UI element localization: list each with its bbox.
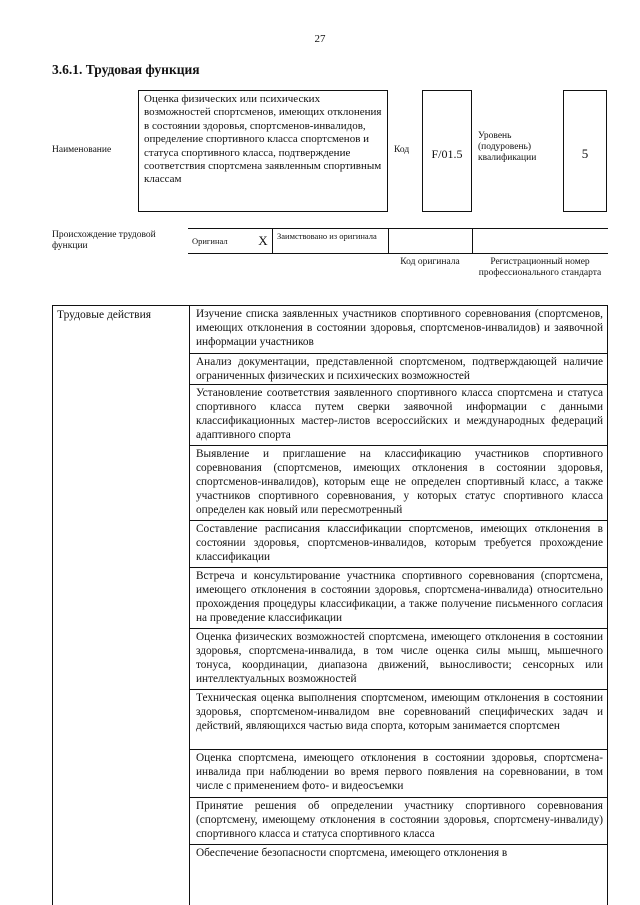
original-mark: X [258, 233, 268, 248]
code-label: Код [394, 145, 410, 155]
table-row: Оценка физических возможностей спортсмена, имеющего отклонения в состоянии здоровья, спортсмена-инвалида, в том числе оценка силы мышц, мышечного тонуса, координации, диапазона движений, выносливости; сенсорных или интеллектуальных возможностей [190, 629, 607, 690]
table-row: Встреча и консультирование участника спортивного соревнования (спортсмена, имеющего отклонения в состоянии здоровья, спортсмена-инвалида) относительно прохождения процедуры классификации, а также получение письменного согласия на проведение классификации [190, 568, 607, 629]
table-row: Анализ документации, представленной спортсменом, подтверждающей наличие ограниченных физических и психических возможностей [190, 354, 607, 385]
original-label: Оригинал [192, 236, 228, 246]
level-label: Уровень (подуровень) квалификации [478, 131, 537, 163]
table-row: Составление расписания классификации спортсменов, имеющих отклонения в состоянии здоровья, спортсменов-инвалидов, которым требуется прохождение классификации [190, 521, 607, 568]
borrowed-label: Заимствовано из оригинала [272, 229, 388, 253]
origin-row [188, 228, 608, 254]
page-number: 27 [314, 33, 326, 45]
reg-number-caption: Регистрационный номер профессионального стандарта [478, 257, 602, 278]
code-original-caption: Код оригинала [400, 257, 460, 267]
table-row: Выявление и приглашение на классификацию участников спортивного соревнования (спортсменов, имеющих отклонения в состоянии здоровья, спортсменов-инвалидов), которым еще не определен спортивный класс, а также участников спортивного соревнования, у которых статус спортивного класса определен как новый или пересмотренный [190, 446, 607, 521]
code-value-box: F/01.5 [422, 90, 472, 212]
name-label: Наименование [52, 145, 112, 155]
table-row: Техническая оценка выполнения спортсменом, имеющим отклонения в состоянии здоровья, спортсменом-инвалидом вне соревнований специфических задач и действий, являющихся частью вида спорта, которым занимается спортсмен [190, 690, 607, 750]
labor-actions-table [52, 305, 608, 905]
table-row: Оценка спортсмена, имеющего отклонения в состоянии здоровья, спортсмена-инвалида при наблюдении во время первого появления на соревновании, в том числе с применением фото- и видеосъемки [190, 750, 607, 798]
code-original-cell [388, 229, 472, 253]
level-value-box: 5 [563, 90, 607, 212]
table-row: Изучение списка заявленных участников спортивного соревнования (спортсменов, имеющих отклонения в состоянии здоровья, спортсменов-инвалидов) и заявочной информации участников [190, 306, 607, 354]
function-name-box: Оценка физических или психических возможностей спортсменов, имеющих отклонения в состоянии здоровья, спортсменов-инвалидов, определение спортивного класса спортсменов и статуса спортивного класса, подтверждение соответствия спортсмена заявленным спортивным классам [138, 90, 388, 212]
labor-actions-header: Трудовые действия [53, 306, 190, 905]
table-row: Обеспечение безопасности спортсмена, имеющего отклонения в [196, 847, 508, 859]
reg-number-cell [472, 229, 608, 253]
table-row: Принятие решения об определении участнику спортивного соревнования (спортсмену, имеющему отклонения в состоянии здоровья, спортсмену-инвалиду) спортивного класса и статуса спортивного класса [190, 798, 607, 845]
section-title: 3.6.1. Трудовая функция [52, 62, 200, 77]
origin-label: Происхождение трудовой функции [52, 230, 156, 251]
table-row: Установление соответствия заявленного спортивного класса спортсмена и статуса спортивного класса путем сверки заявочной информации с данными классификационных мастер-листов всероссийских и международных федераций адаптивного спорта [190, 385, 607, 446]
labor-actions-list [190, 306, 607, 885]
